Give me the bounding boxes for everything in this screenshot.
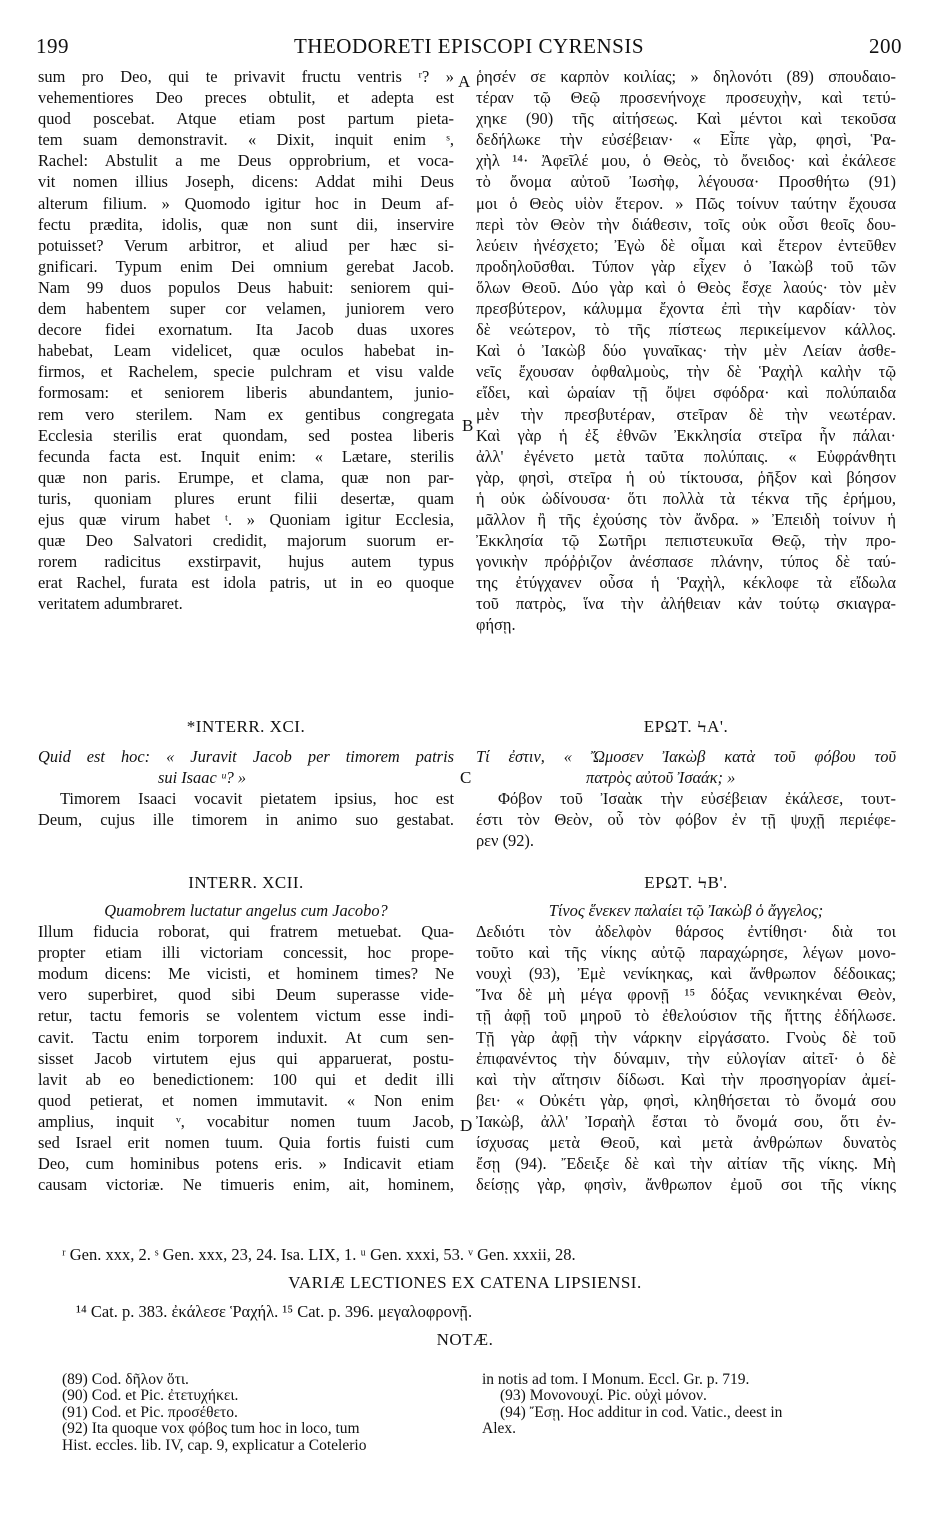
text-line: χὴλ ¹⁴· Ἀφεῖλέ μου, ὁ Θεὸς, τὸ ὄνειδος· καὶ ἐκάλεσε [476,151,896,171]
text-line: νουχὶ (93), Ἐμὲ νενίκηκας, καὶ ἄνθρωπον δέδοικας; [476,964,896,984]
text-line: ῥησέν σε καρπὸν κοιλίας; » δηλονότι (89) σπουδαιο- [476,67,896,86]
text-line: δείσῃς γὰρ, φησὶν, ἄνθρωπον ἐμοῦ σοι τῆς νίκης [476,1175,896,1195]
note-line: Alex. [482,1420,517,1438]
text-line: veritatem adumbraret. [38,594,183,614]
note-line: (89) Cod. δῆλον ὅτι. [62,1371,189,1388]
text-line: Deo, cum hominibus potens eris. » Indicavit etiam [38,1154,454,1174]
text-line: Ἵνα δὲ μὴ μέγα φρονῇ ¹⁵ δόξας νενικηκέναι Θεὸν, [476,985,896,1005]
notes-left [62,1372,482,1454]
section-heading: ΕΡΩΤ. ϞΒ'. [644,873,728,892]
text-line: τῇ ἀφῇ τοῦ μηροῦ τὸ ἐθελούσιον τῆς ἥττης ἐδήλωσε. [476,1006,896,1026]
text-line: μᾶλλον ἢ τῆς ἐχούσης τὸν ἄνδρα. » Ἐπειδὴ τοίνυν ἡ [476,509,896,529]
note-line: (90) Cod. et Pic. ἐτετυχήκει. [62,1387,239,1405]
greek-q-92 [476,872,896,1195]
text-line: προδηλοῦσθαι. Τύπον γὰρ εἶχεν ὁ Ἰακὼβ τοῦ τῶν [476,256,896,276]
text-line: fecunda facta est. Inquit enim: « Lætare, sterilis [38,446,454,466]
text-line: δὲ νεώτερον, τὸ τῆς πίστεως περικείμενον κάλλος. [476,320,896,340]
text-line: sum pro Deo, qui te privavit fructu ventris ʳ? » [38,67,454,86]
text-line: τέραν τῷ Θεῷ προσενήνοχε προσευχὴν, καὶ τετύ- [476,88,896,108]
text-line: έστι τὸν Θεὸν, οὗ τὸν φόβον ἐν τῇ ψυχῇ περιέφε- [476,810,896,830]
margin-letter-c: C [460,768,472,787]
text-line: sed Israel erit nomen tuum. Quia fortis fuisti cum [38,1133,454,1153]
text-line: modum dicens: Me vicisti, et hominem times? Ne [38,964,454,984]
margin-letter-d: D [460,1116,473,1135]
text-line: potuisset? Verum arbitror, et aliud per hæc si- [38,235,454,255]
text-line: ίσχυσας μετὰ Θεοῦ, καὶ μετὰ ἀνθρώπων δυνατὸς [476,1133,896,1153]
text-line: fectu prædita, idolis, quæ non sunt dii, inservire [38,214,454,234]
text-line: alterum filium. » Quomodo igitur hoc in Deum af- [38,193,454,213]
text-line: vero superbiret, quod sibi Deum superasse vide- [38,985,454,1005]
text-line: Timorem Isaaci vocavit pietatem ipsius, hoc est [60,789,454,809]
text-line: lavit ab eo benedictionem: 100 qui et dedit illi [38,1069,454,1089]
text-line: Καὶ ὁ Ἰακὼβ δύο γυναῖκας· τὴν μὲν Λείαν ἀσθε- [476,341,896,361]
text-line: Rachel: Abstulit a me Deus opprobrium, et voca- [38,151,454,171]
text-line: Ἐκκλησία τῷ Σωτῆρι πεπιστευκυῖα Θεῷ, τὴν προ- [476,531,896,551]
note-line: (94) Ἔσῃ. Hoc additur in cod. Vatic., deest in [500,1403,783,1421]
text-line: amplius, inquit ᵛ, vocabitur nomen tuum Jacob, [38,1111,454,1131]
page-number-right: 200 [869,34,902,58]
note-line: (92) Ita quoque vox φόβος tum hoc in loco, tum [62,1420,360,1438]
text-line: ἡ οὐκ ὠδίνουσα· ὅτι πολλὰ τὰ τέκνα τῆς ἐρήμου, [476,488,896,508]
text-line: τοῦ πατρὸς, ἵνα τὴν ἀλήθειαν κἀν τούτῳ σκιαγρα- [476,594,896,614]
text-line: retur, tactu femoris se volentem victum esse indi- [38,1006,454,1026]
margin-letter-b: B [462,416,474,435]
latin-column [38,66,454,614]
text-line: Deum, cujus ille timorem in animo suo gestabat. [38,810,454,830]
question-line: sui Isaac ᵘ? » [158,768,247,788]
scripture-footnotes: ʳ Gen. xxx, 2. ˢ Gen. xxx, 23, 24. Isa. LIX, 1. ᵘ Gen. xxxi, 53. ᵛ Gen. xxxii, 28. [62,1245,576,1264]
latin-paragraph [38,66,454,614]
note-line: (93) Μονονουχί. Pic. οὐχὶ μόνον. [500,1387,707,1405]
text-line: τὸ ὄνομα αὐτοῦ Ἰωσὴφ, λέγουσα· Προσθήτω (91) [476,172,896,192]
variae-heading: VARIÆ LECTIONES EX CATENA LIPSIENSI. [288,1273,642,1292]
question-line: πατρὸς αὐτοῦ Ἰσαάκ; » [586,768,736,788]
text-line: λεύειν ἠνέσχετο; Ἐγὼ δὲ οἶμαι καὶ ἕτερον ἐντεῦθεν [476,235,896,255]
text-line: Nam 99 duos populos Deus habuit: seniorem qui- [38,277,454,297]
text-line: Φόβον τοῦ Ἰσαὰκ τὴν εὐσέβειαν ἐκάλεσε, τουτ- [498,789,896,809]
section-heading: ΕΡΩΤ. ϞΑ'. [643,717,729,736]
text-line: turis, quoniam plures erunt filii desertæ, quam [38,488,454,508]
text-line: Καὶ γὰρ ἡ ἐξ ἐθνῶν Ἐκκλησία στεῖρα ἦν πάλαι· [476,425,896,445]
text-line: quod petierat, et nomen immutavit. « Non enim [38,1090,454,1110]
greek-q-91 [476,716,896,851]
text-line: Τῇ γὰρ ἀφῇ τὴν νάρκην εἰργάσατο. Γνοὺς δὲ τοῦ [476,1027,896,1047]
text-line: Illum fiducia roborat, qui fratrem metuebat. Qua- [38,922,454,942]
text-line: καὶ τὴν αἴτησιν δίδωσι. Καὶ τὴν προσηγορίαν ἀμεί- [476,1069,896,1089]
text-line: rem vero sterilem. Nam ex gentibus congregata [38,404,454,424]
text-line: Δεδιότι τὸν ἀδελφὸν θάρσος ἐντίθησι· διὰ τοι [476,922,896,942]
running-title: THEODORETI EPISCOPI CYRENSIS [293,34,645,58]
text-line: quæ non paris. Erumpe, et clama, quæ non par- [38,467,454,487]
text-line: νεῖς ἔχουσαν ὀφθαλμοὺς, τὴν δὲ Ῥαχὴλ καλὴν τῷ [476,362,896,382]
latin-interr-91 [38,716,454,830]
text-line: decore fidei exornatum. Ita Jacob duas uxores [38,320,454,340]
question-line: Τί ἐστιν, « Ὤμοσεν Ἰακὼβ κατὰ τοῦ φόβου τοῦ [476,747,896,766]
question-line: Τίνος ἕνεκεν παλαίει τῷ Ἰακὼβ ὁ ἄγγελος; [548,901,824,920]
text-line: φήσῃ. [476,615,516,635]
note-line: in notis ad tom. I Monum. Eccl. Gr. p. 719. [482,1371,750,1388]
text-line: γὰρ, φησὶ, στεῖρα ἡ οὐ τίκτουσα, ῥῆξον καὶ βόησον [476,467,896,487]
text-line: ἐπιφανέντος τὴν δύναμιν, τὴν εὐλογίαν αἰτεῖ· ὁ δὲ [476,1048,896,1068]
section-heading: *INTERR. XCI. [186,717,306,736]
variae-line: ¹⁴ Cat. p. 383. ἐκάλεσε Ῥαχήλ. ¹⁵ Cat. p. 396. μεγαλοφρονῇ. [76,1302,473,1321]
text-line: τοῦτο καὶ τῆς νίκης αὐτῷ παραχώρησε, λέγων μονο- [476,943,896,963]
text-line: vehementiores Deo preces obtulit, et adepta est [38,88,454,108]
text-line: firmos, et Rachelem, specie pulchram et visu valde [38,362,454,382]
notae-heading: NOTÆ. [436,1330,494,1349]
text-line: vit nomen illius Joseph, dicens: Addat mihi Deus [38,172,454,192]
greek-column [476,66,896,636]
margin-letter-a: A [458,72,471,91]
text-line: habebat, Leam videlicet, quæ oculos habebat in- [38,341,454,361]
text-line: της ἐτύγχανεν οὖσα ἡ Ῥαχὴλ, κέκλοφε τὰ εἴδωλα [476,573,896,593]
text-line: causam victoriæ. Ne timueris enim, ait, hominem, [38,1175,454,1195]
question-line: Quamobrem luctatur angelus cum Jacobo? [104,901,388,920]
text-line: quod poscebat. Atque etiam post partum pieta- [38,109,454,129]
text-line: rorem radicitus exstirpavit, hujus autem typus [38,552,454,572]
text-line: περὶ τὸν Θεὸν τὴν διάθεσιν, τοῖς οὐκ οὖσι θεοῖς δου- [476,214,896,234]
text-line: erat Rachel, furata est idola patris, ut in eo quoque [38,573,454,593]
text-line: μοι ὁ Θεὸς υἱὸν ἕτερον. » Πῶς τοίνυν ταύτην ἔχουσα [476,193,896,213]
text-line: sisset Jacob virtutem ejus qui apparuerat, postu- [38,1048,454,1068]
text-line: dem habentem super cor velamen, juniorem vero [38,299,454,319]
notes-right [482,1372,902,1438]
section-heading: INTERR. XCII. [188,873,304,892]
text-line: πρεσβύτερον, κάλυμμα ἔχοντα ἐπὶ τὴν καρδίαν· τὸν [476,299,896,319]
text-line: γονικὴν πρόῤῥιζον ἀνέσπασε πλάνην, τύπος δὲ ταύ- [476,552,896,572]
page-header [36,34,902,62]
text-line: βει· « Οὐκέτι γὰρ, φησὶ, κληθήσεται τὸ ὄνομά σου [476,1090,896,1110]
text-line: formosam: et seniorem liberis abundantem, junio- [38,383,454,403]
text-line: tem suam demonstravit. « Dixit, inquit enim ˢ, [38,130,454,150]
text-line: ἀλλ' ἐγένετο μετὰ ταῦτα πολύπαις. « Εὐφράνθητι [476,446,896,466]
text-line: gnificari. Typum enim Dei omnium gerebat Jacob. [38,256,454,276]
text-line: μὲν τὴν πρεσβυτέραν, στεῖραν δὲ τὴν νεωτέραν. [476,404,896,424]
text-line: propter etiam illi victoriam concessit, hoc prope- [38,943,454,963]
text-line: δεδήλωκε τὴν εὐσέβειαν· « Εἶπε γὰρ, φησὶ, Ῥα- [476,130,896,150]
text-line: ejus quæ virum habet ᵗ. » Quoniam igitur Ecclesia, [38,509,454,529]
text-line: cavit. Tactu enim torporem induxit. At cum sen- [38,1027,454,1047]
question-line: Quid est hoc: « Juravit Jacob per timorem patris [38,747,454,766]
text-line: ὅλων Θεοῦ. Δύο γὰρ καὶ ὁ Θεὸς ἔσχε λαούς· τὸν μὲν [476,277,896,297]
text-line: ἔσῃ (94). Ἔδειξε δὲ καὶ τὴν αἰτίαν τῆς νίκης. Μὴ [476,1154,896,1174]
page-number-left: 199 [36,34,69,58]
text-line: εἴδει, καὶ ὡραίαν τῇ ὄψει σφόδρα· καὶ πολύπαιδα [476,383,896,403]
text-line: ρεν (92). [476,831,534,851]
text-line: Ecclesia sterilis erat quondam, sed postea liberis [38,425,454,445]
text-line: χηκε (90) τῆς αἰτήσεως. Καὶ μέντοι καὶ τεκοῦσα [476,109,896,129]
text-line: quæ Deo Salvatori credidit, majorum suorum er- [38,531,454,551]
latin-interr-92 [38,872,454,1195]
note-line: Hist. eccles. lib. IV, cap. 9, explicatur a Cotelerio [62,1436,367,1454]
note-line: (91) Cod. et Pic. προσέθετο. [62,1403,238,1421]
text-line: Ἰακὼβ, ἀλλ' Ἰσραὴλ ἔσται τὸ ὄνομά σου, ὅτι ἐν- [476,1111,896,1131]
